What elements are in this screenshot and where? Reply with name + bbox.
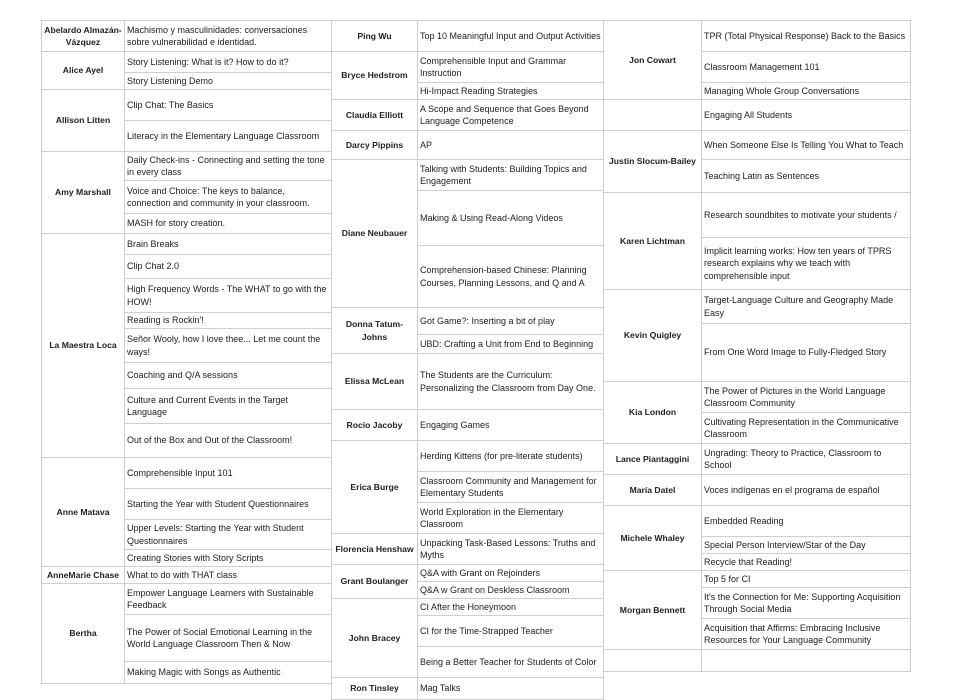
presenter-alice-ayel: Alice Ayel	[42, 52, 125, 90]
session-cell: Top 5 for CI	[702, 571, 911, 588]
session-cell: CI for the Time-Strapped Teacher	[418, 616, 604, 647]
presenter-morgan-bennett: Morgan Bennett	[604, 571, 702, 650]
session-cell: Classroom Community and Management for Elementary Students	[418, 472, 604, 503]
session-cell: Hi-Impact Reading Strategies	[418, 83, 604, 100]
session-cell: Starting the Year with Student Questionnaires	[125, 489, 332, 520]
session-cell: Engaging All Students	[702, 100, 911, 131]
presenter-grant-boulanger: Grant Boulanger	[332, 565, 418, 599]
session-cell: Reading is Rockin'!	[125, 313, 332, 329]
session-cell: Research soundbites to motivate your students /	[702, 193, 911, 238]
session-cell: Engaging Games	[418, 410, 604, 441]
session-cell: Making & Using Read-Along Videos	[418, 191, 604, 246]
session-cell	[702, 650, 911, 672]
presenter-john-bracey: John Bracey	[332, 599, 418, 678]
session-cell: Story Listening Demo	[125, 73, 332, 90]
session-cell: Machismo y masculinidades: conversaciones sobre vulnerabilidad e identidad.	[125, 21, 332, 52]
session-cell: Culture and Current Events in the Target Language	[125, 389, 332, 424]
session-cell: Top 10 Meaningful Input and Output Activities	[418, 21, 604, 52]
session-cell: Embedded Reading	[702, 506, 911, 537]
session-cell: Out of the Box and Out of the Classroom!	[125, 424, 332, 458]
session-cell: Special Person Interview/Star of the Day	[702, 537, 911, 554]
session-cell: Daily Check-ins - Connecting and setting the tone in every class	[125, 152, 332, 181]
session-cell: Señor Wooly, how I love thee... Let me count the ways!	[125, 329, 332, 363]
session-cell: Voice and Choice: The keys to balance, connection and community in your classroom.	[125, 181, 332, 214]
session-cell: World Exploration in the Elementary Classroom	[418, 503, 604, 534]
session-cell: Empower Language Learners with Sustainable Feedback	[125, 584, 332, 615]
presenter-diane-neubauer: Diane Neubauer	[332, 160, 418, 308]
session-cell: Making Magic with Songs as Authentic	[125, 662, 332, 684]
session-cell: Being a Better Teacher for Students of Color	[418, 647, 604, 678]
session-cell: AP	[418, 131, 604, 160]
session-cell: Got Game?: Inserting a bit of play	[418, 308, 604, 335]
table-row	[42, 21, 911, 52]
session-cell: Recycle that Reading!	[702, 554, 911, 571]
session-cell: Classroom Management 101	[702, 52, 911, 83]
session-cell: Unpacking Task-Based Lessons: Truths and Myths	[418, 534, 604, 565]
session-cell: Ungrading: Theory to Practice, Classroom to School	[702, 444, 911, 475]
presenter-ron-tinsley: Ron Tinsley	[332, 678, 418, 700]
presenter-michele-whaley: Michele Whaley	[604, 506, 702, 571]
session-cell: The Power of Social Emotional Learning in the World Language Classroom Then & Now	[125, 615, 332, 662]
presenter-elissa-mclean: Elissa McLean	[332, 354, 418, 410]
presenter-la-maestra-loca: La Maestra Loca	[42, 234, 125, 458]
presenter-bryce-hedstrom: Bryce Hedstrom	[332, 52, 418, 100]
session-cell: Managing Whole Group Conversations	[702, 83, 911, 100]
presenter-donna-tatum-johns: Donna Tatum-Johns	[332, 308, 418, 354]
presenter-ping-wu: Ping Wu	[332, 21, 418, 52]
presenter-claudia-elliott: Claudia Elliott	[332, 100, 418, 131]
presenter-maria-datel: María Datel	[604, 475, 702, 506]
presenter-abelardo-almazan-vazquez: Abelardo Almazán-Vázquez	[42, 21, 125, 52]
presenter-erica-burge: Erica Burge	[332, 441, 418, 534]
session-cell: Clip Chat 2.0	[125, 255, 332, 279]
presenter-blank	[604, 100, 702, 131]
session-cell: Clip Chat: The Basics	[125, 90, 332, 121]
session-cell: Voces indígenas en el programa de español	[702, 475, 911, 506]
session-cell: TPR (Total Physical Response) Back to the Basics	[702, 21, 911, 52]
presenter-darcy-pippins: Darcy Pippins	[332, 131, 418, 160]
schedule-sheet	[41, 20, 911, 700]
session-cell: Mag Talks	[418, 678, 604, 700]
presenter-amy-marshall: Amy Marshall	[42, 152, 125, 234]
presenter-kia-london: Kia London	[604, 382, 702, 444]
table-row	[42, 52, 911, 73]
session-cell: Literacy in the Elementary Language Classroom	[125, 121, 332, 152]
session-cell: Brain Breaks	[125, 234, 332, 255]
presenter-anne-matava: Anne Matava	[42, 458, 125, 567]
session-cell: Story Listening: What is it? How to do it?	[125, 52, 332, 73]
session-cell: From One Word Image to Fully-Fledged Story	[702, 324, 911, 382]
presenter-rocio-jacoby: Rocío Jacoby	[332, 410, 418, 441]
session-cell: Implicit learning works: How ten years of TPRS research explains why we teach with comprehensible input	[702, 238, 911, 290]
session-cell: Upper Levels: Starting the Year with Student Questionnaires	[125, 520, 332, 550]
session-cell: It's the Connection for Me: Supporting Acquisition Through Social Media	[702, 588, 911, 619]
session-cell: When Someone Else Is Telling You What to Teach	[702, 131, 911, 160]
presenter-kevin-quigley: Kevin Quigley	[604, 290, 702, 382]
session-cell: The Power of Pictures in the World Language Classroom Community	[702, 382, 911, 413]
session-cell: What to do with THAT class	[125, 567, 332, 584]
session-cell: Acquisition that Affirms: Embracing Inclusive Resources for Your Language Community	[702, 619, 911, 650]
presenter-florencia-henshaw: Florencia Henshaw	[332, 534, 418, 565]
session-cell: Coaching and Q/A sessions	[125, 363, 332, 389]
session-cell: Cultivating Representation in the Communicative Classroom	[702, 413, 911, 444]
session-cell: A Scope and Sequence that Goes Beyond Language Competence	[418, 100, 604, 131]
presenter-lance-piantaggini: Lance Piantaggini	[604, 444, 702, 475]
presenter-justin-slocum-bailey: Justin Slocum-Bailey	[604, 131, 702, 193]
presenter-karen-lichtman: Karen Lichtman	[604, 193, 702, 290]
schedule-table	[41, 20, 911, 700]
session-cell: UBD: Crafting a Unit from End to Beginning	[418, 335, 604, 354]
session-cell: Teaching Latin as Sentences	[702, 160, 911, 193]
session-cell: Q&A with Grant on Rejoinders	[418, 565, 604, 582]
session-cell: MASH for story creation.	[125, 214, 332, 234]
session-cell: The Students are the Curriculum: Personalizing the Classroom from Day One.	[418, 354, 604, 410]
session-cell: Talking with Students: Building Topics and Engagement	[418, 160, 604, 191]
session-cell: Comprehension-based Chinese: Planning Courses, Planning Lessons, and Q and A	[418, 246, 604, 308]
session-cell: CI After the Honeymoon	[418, 599, 604, 616]
session-cell: Creating Stories with Story Scripts	[125, 550, 332, 567]
presenter-allison-litten: Allison Litten	[42, 90, 125, 152]
session-cell: Comprehensible Input and Grammar Instruction	[418, 52, 604, 83]
presenter-blank	[604, 650, 702, 672]
presenter-bertha: Bertha	[42, 584, 125, 684]
session-cell: High Frequency Words - The WHAT to go with the HOW!	[125, 279, 332, 313]
session-cell: Target-Language Culture and Geography Made Easy	[702, 290, 911, 324]
session-cell: Q&A w Grant on Deskless Classroom	[418, 582, 604, 599]
session-cell: Comprehensible Input 101	[125, 458, 332, 489]
presenter-jon-cowart: Jon Cowart	[604, 21, 702, 100]
presenter-annemarie-chase: AnneMarie Chase	[42, 567, 125, 584]
session-cell: Herding Kittens (for pre-literate students)	[418, 441, 604, 472]
